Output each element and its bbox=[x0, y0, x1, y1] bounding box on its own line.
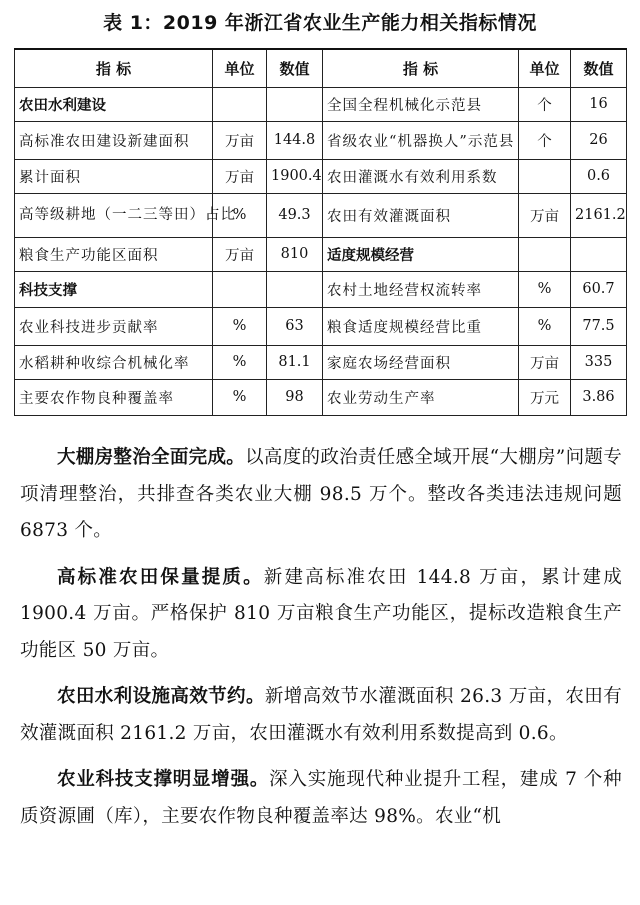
table-row bbox=[15, 379, 627, 415]
table-row bbox=[15, 237, 627, 271]
value-cell: 60.7 bbox=[571, 271, 627, 307]
indicator-name: 省级农业“机器换人”示范县 bbox=[323, 121, 519, 159]
value-cell: 3.86 bbox=[571, 379, 627, 415]
value-cell: 98 bbox=[267, 379, 323, 415]
unit-cell bbox=[519, 237, 571, 271]
paragraph bbox=[20, 440, 622, 550]
unit-cell: % bbox=[213, 307, 267, 345]
indicator-name: 粮食生产功能区面积 bbox=[15, 237, 213, 271]
section-heading: 农田水利建设 bbox=[15, 87, 213, 121]
indicator-name: 高标准农田建设新建面积 bbox=[15, 121, 213, 159]
unit-cell: % bbox=[213, 193, 267, 237]
table-row bbox=[15, 193, 627, 237]
indicator-name: 高等级耕地（一二三等田）占比 bbox=[15, 193, 213, 237]
indicator-table bbox=[14, 48, 627, 416]
paragraph-text: 深入实施现代种业提升工程，建成 7 个种质资源圃（库），主要农作物良种覆盖率达 98%。农业“机 bbox=[20, 769, 622, 827]
paragraph bbox=[20, 762, 622, 835]
unit-cell: 个 bbox=[519, 87, 571, 121]
paragraph bbox=[20, 560, 622, 670]
unit-cell bbox=[213, 271, 267, 307]
value-cell: 1900.4 bbox=[267, 159, 323, 193]
paragraph-lead: 农田水利设施高效节约。 bbox=[57, 686, 265, 707]
section-heading: 科技支撑 bbox=[15, 271, 213, 307]
value-cell: 335 bbox=[571, 345, 627, 379]
body-text bbox=[20, 440, 622, 845]
table-row bbox=[15, 87, 627, 121]
value-cell: 144.8 bbox=[267, 121, 323, 159]
value-cell: 16 bbox=[571, 87, 627, 121]
table-header-row bbox=[15, 49, 627, 87]
value-cell: 81.1 bbox=[267, 345, 323, 379]
indicator-name: 农田有效灌溉面积 bbox=[323, 193, 519, 237]
indicator-name: 主要农作物良种覆盖率 bbox=[15, 379, 213, 415]
table-row bbox=[15, 121, 627, 159]
header-unit: 单位 bbox=[213, 49, 267, 87]
table-row bbox=[15, 159, 627, 193]
table-row bbox=[15, 345, 627, 379]
indicator-name: 农田灌溉水有效利用系数 bbox=[323, 159, 519, 193]
indicator-name: 农业科技进步贡献率 bbox=[15, 307, 213, 345]
unit-cell: 万亩 bbox=[213, 159, 267, 193]
value-cell: 63 bbox=[267, 307, 323, 345]
unit-cell: % bbox=[519, 307, 571, 345]
paragraph-lead: 高标准农田保量提质。 bbox=[57, 566, 264, 588]
header-unit: 单位 bbox=[519, 49, 571, 87]
paragraph-text: 以高度的政治责任感全域开展“大棚房”问题专项清理整治，共排查各类农业大棚 98.5 万个。整改各类违法违规问题 6873 个。 bbox=[20, 447, 622, 541]
value-cell: 2161.2 bbox=[571, 193, 627, 237]
indicator-name: 家庭农场经营面积 bbox=[323, 345, 519, 379]
unit-cell: 个 bbox=[519, 121, 571, 159]
indicator-name: 全国全程机械化示范县 bbox=[323, 87, 519, 121]
indicator-name: 农村土地经营权流转率 bbox=[323, 271, 519, 307]
paragraph bbox=[20, 679, 622, 752]
paragraph-text: 新增高效节水灌溉面积 26.3 万亩，农田有效灌溉面积 2161.2 万亩，农田灌溉水有效利用系数提高到 0.6。 bbox=[20, 686, 622, 744]
unit-cell: 万亩 bbox=[519, 193, 571, 237]
paragraph-lead: 大棚房整治全面完成。 bbox=[57, 447, 246, 468]
section-heading: 适度规模经营 bbox=[323, 237, 519, 271]
indicator-name: 水稻耕种收综合机械化率 bbox=[15, 345, 213, 379]
paragraph-lead: 农业科技支撑明显增强。 bbox=[57, 769, 270, 790]
value-cell: 49.3 bbox=[267, 193, 323, 237]
unit-cell bbox=[213, 87, 267, 121]
header-indicator: 指 标 bbox=[15, 49, 213, 87]
unit-cell bbox=[519, 159, 571, 193]
unit-cell: 万元 bbox=[519, 379, 571, 415]
value-cell: 0.6 bbox=[571, 159, 627, 193]
indicator-name: 农业劳动生产率 bbox=[323, 379, 519, 415]
indicator-name: 累计面积 bbox=[15, 159, 213, 193]
value-cell: 77.5 bbox=[571, 307, 627, 345]
table-row bbox=[15, 307, 627, 345]
value-cell: 810 bbox=[267, 237, 323, 271]
table-title: 表 1：2019 年浙江省农业生产能力相关指标情况 bbox=[103, 12, 537, 34]
unit-cell: % bbox=[213, 379, 267, 415]
value-cell bbox=[571, 237, 627, 271]
header-value: 数值 bbox=[571, 49, 627, 87]
unit-cell: % bbox=[519, 271, 571, 307]
paragraph-text: 新建高标准农田 144.8 万亩，累计建成 1900.4 万亩。严格保护 810 万亩粮食生产功能区，提标改造粮食生产功能区 50 万亩。 bbox=[20, 566, 622, 661]
value-cell bbox=[267, 271, 323, 307]
indicator-name: 粮食适度规模经营比重 bbox=[323, 307, 519, 345]
header-indicator: 指 标 bbox=[323, 49, 519, 87]
value-cell bbox=[267, 87, 323, 121]
unit-cell: 万亩 bbox=[519, 345, 571, 379]
table-row bbox=[15, 271, 627, 307]
header-value: 数值 bbox=[267, 49, 323, 87]
unit-cell: 万亩 bbox=[213, 237, 267, 271]
unit-cell: % bbox=[213, 345, 267, 379]
unit-cell: 万亩 bbox=[213, 121, 267, 159]
value-cell: 26 bbox=[571, 121, 627, 159]
